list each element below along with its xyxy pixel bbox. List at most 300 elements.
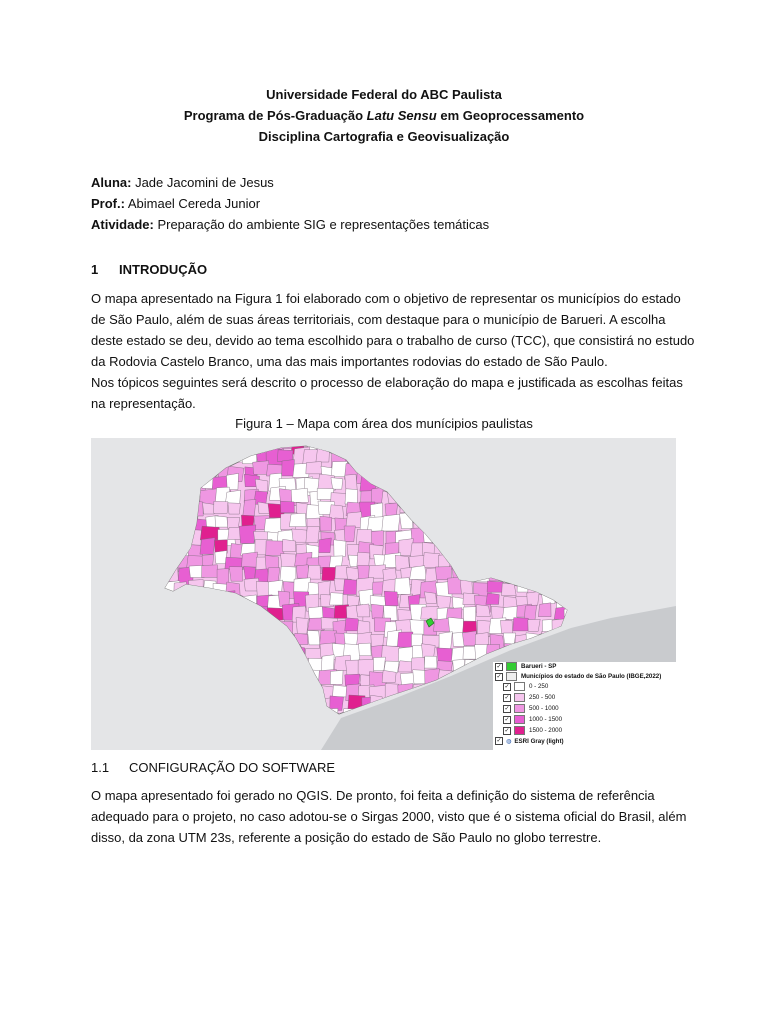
municipality-cell [475, 645, 489, 660]
municipality-cell [283, 539, 296, 551]
municipality-cell [205, 609, 217, 623]
municipality-cell [150, 644, 168, 656]
municipality-cell [293, 633, 308, 644]
municipality-cell [284, 660, 301, 674]
municipality-cell [252, 659, 268, 673]
municipality-cell [398, 452, 415, 464]
municipality-cell [243, 619, 257, 635]
legend-class: ✓ 0 - 250 [504, 683, 549, 691]
municipality-cell [306, 462, 323, 474]
municipality-cell [162, 488, 175, 501]
municipality-cell [528, 532, 540, 545]
municipality-cell [200, 464, 213, 476]
legend-class: ✓ 250 - 500 [504, 694, 556, 702]
municipality-cell [451, 438, 467, 453]
municipality-cell [178, 516, 193, 533]
thematic-map [91, 438, 676, 750]
municipality-cell [202, 453, 217, 465]
municipality-cell [178, 477, 191, 493]
municipality-cell [529, 474, 543, 487]
municipality-cell [513, 618, 528, 631]
municipality-cell [514, 453, 531, 469]
municipality-cell [152, 570, 168, 586]
layer-checkbox[interactable]: ✓ [496, 663, 502, 670]
municipality-cell [162, 461, 175, 476]
municipality-cell [513, 555, 529, 569]
legend-swatch [514, 693, 525, 702]
paragraph-line: O mapa apresentado na Figura 1 foi elaborado com o objetivo de representar os municípios do estado [91, 291, 681, 306]
municipality-cell [215, 682, 231, 697]
municipality-cell [294, 700, 311, 715]
municipality-cell [464, 505, 483, 519]
municipality-cell [191, 708, 206, 722]
software-paragraph [91, 785, 687, 848]
municipality-cell [269, 699, 282, 714]
municipality-cell [151, 581, 164, 595]
municipality-cell [410, 477, 423, 493]
municipality-cell [229, 659, 248, 675]
municipality-cell [569, 516, 581, 529]
municipality-cell [178, 490, 196, 504]
municipality-cell [566, 476, 584, 494]
municipality-cell [162, 452, 175, 467]
municipality-cell [215, 516, 228, 527]
municipality-cell [486, 517, 504, 528]
municipality-cell [242, 552, 258, 567]
municipality-cell [565, 504, 579, 517]
municipality-cell [180, 696, 195, 714]
municipality-cell [407, 486, 421, 501]
municipality-cell [296, 618, 308, 634]
municipality-cell [401, 487, 415, 500]
municipality-cell [531, 567, 545, 583]
municipality-cell [278, 683, 293, 697]
municipality-cell [498, 475, 512, 487]
layer-checkbox[interactable]: ✓ [496, 738, 502, 745]
legend-barueri: ✓ Barueri - SP [496, 663, 557, 671]
municipality-cell [228, 527, 241, 539]
municipality-cell [150, 699, 163, 714]
municipality-cell [305, 696, 323, 708]
municipality-cell [383, 463, 399, 478]
municipality-cell [188, 438, 205, 450]
municipality-cell [516, 465, 528, 482]
municipality-cell [436, 447, 452, 462]
municipality-cell [478, 501, 491, 518]
municipality-cell [252, 713, 265, 728]
municipality-cell [291, 709, 305, 725]
municipality-cell [240, 605, 257, 620]
municipality-cell [452, 474, 465, 488]
municipality-cell [176, 597, 195, 611]
municipality-cell [188, 635, 207, 651]
municipality-cell [421, 644, 435, 658]
municipality-cell [422, 500, 438, 512]
municipality-cell [278, 591, 289, 606]
municipality-cell [423, 553, 441, 568]
municipality-cell [564, 608, 579, 627]
municipality-cell [555, 502, 571, 516]
municipality-cell [258, 502, 269, 514]
section-heading-configuracao: 1.1 CONFIGURAÇÃO DO SOFTWARE [91, 760, 336, 775]
municipality-cell [557, 490, 575, 502]
municipality-cell [460, 438, 474, 454]
municipality-cell [502, 438, 517, 450]
municipality-cell [239, 438, 255, 453]
municipality-cell [187, 645, 203, 660]
paragraph-line: Nos tópicos seguintes será descrito o processo de elaboração do mapa e justificada as escolhas feitas [91, 375, 683, 390]
municipality-cell [330, 593, 343, 605]
municipality-cell [165, 603, 178, 622]
municipality-cell [530, 487, 545, 503]
municipality-cell [564, 581, 580, 593]
municipality-cell [269, 686, 283, 700]
municipality-cell [503, 450, 521, 465]
municipality-cell [205, 660, 218, 674]
municipality-cell [566, 545, 585, 558]
municipality-cell [387, 492, 399, 503]
municipality-cell [501, 558, 519, 571]
legend-class: ✓ 1000 - 1500 [504, 716, 563, 724]
municipality-cell [502, 606, 518, 619]
municipality-cell [385, 438, 401, 452]
municipality-cell [200, 643, 214, 658]
class-checkbox[interactable]: ✓ [504, 705, 510, 712]
municipality-cell [382, 670, 396, 682]
municipality-cell [472, 542, 487, 560]
municipality-cell [226, 619, 243, 636]
municipality-cell [150, 463, 164, 476]
municipality-cell [555, 438, 570, 453]
municipality-cell [215, 551, 227, 564]
municipality-cell [229, 595, 243, 607]
municipality-cell [400, 512, 413, 529]
municipality-cell [501, 569, 513, 582]
municipality-cell [289, 513, 306, 526]
municipality-cell [268, 568, 280, 583]
municipality-cell [424, 656, 437, 668]
class-checkbox[interactable]: ✓ [504, 683, 510, 690]
municipality-cell [330, 696, 344, 711]
municipality-cell [174, 709, 191, 723]
municipality-cell [434, 473, 452, 488]
municipality-cell [244, 566, 256, 580]
municipality-cell [165, 630, 179, 645]
municipality-cell [528, 619, 540, 631]
municipality-cell [538, 603, 551, 617]
municipality-cell [423, 528, 440, 542]
municipality-cell [177, 527, 192, 540]
municipality-cell [553, 452, 568, 468]
class-checkbox[interactable]: ✓ [504, 716, 510, 723]
municipality-cell [316, 447, 330, 462]
municipality-cell [256, 621, 272, 637]
municipality-cell [320, 708, 338, 723]
municipality-cell [161, 683, 176, 696]
municipality-cell [437, 490, 453, 503]
municipality-cell [307, 565, 320, 579]
municipality-cell [280, 621, 293, 635]
municipality-cell [486, 593, 499, 604]
municipality-cell [225, 582, 240, 597]
municipality-cell [510, 567, 526, 583]
municipality-cell [487, 530, 499, 545]
municipality-cell [540, 500, 557, 512]
municipality-cell [472, 438, 487, 449]
municipality-cell [230, 698, 247, 712]
municipality-cell [502, 465, 517, 482]
municipality-cell [227, 609, 240, 625]
municipality-cell [189, 595, 205, 609]
municipality-cell [449, 552, 467, 569]
municipality-cell [151, 477, 170, 494]
municipality-cell [213, 450, 227, 467]
intro-paragraph [91, 288, 695, 414]
municipality-cell [452, 500, 467, 514]
municipality-cell [148, 682, 164, 696]
municipality-cell [200, 441, 215, 454]
municipality-cell [538, 439, 555, 450]
municipality-cell [539, 557, 554, 570]
municipality-cell [163, 674, 181, 690]
document-metadata [91, 172, 489, 235]
municipality-cell [513, 438, 528, 451]
municipality-cell [331, 438, 344, 447]
municipality-cell [371, 438, 384, 453]
layer-checkbox[interactable]: ✓ [496, 673, 502, 680]
municipality-cell [177, 659, 195, 673]
municipality-cell [462, 488, 477, 505]
municipality-cell [439, 632, 452, 650]
municipality-cell [411, 634, 422, 647]
municipality-cell [541, 526, 556, 544]
municipality-cell [356, 604, 370, 617]
municipality-cell [177, 643, 194, 661]
municipality-cell [542, 570, 559, 583]
municipality-cell [161, 646, 177, 658]
municipality-cell [148, 708, 166, 724]
municipality-cell [459, 544, 475, 556]
municipality-cell [215, 647, 231, 664]
municipality-cell [344, 526, 355, 542]
municipality-cell [229, 630, 243, 646]
professor-line: Prof.: Abimael Cereda Junior [91, 196, 261, 211]
municipality-cell [528, 513, 545, 526]
municipality-cell [149, 607, 166, 622]
paragraph-line: O mapa apresentado foi gerado no QGIS. De pronto, foi feita a definição do sistema de referência [91, 788, 655, 803]
municipality-cell [306, 527, 320, 543]
municipality-cell [173, 504, 188, 519]
municipality-cell [396, 476, 412, 489]
municipality-cell [488, 541, 503, 553]
municipality-cell [360, 438, 373, 447]
municipality-cell [386, 475, 402, 490]
municipality-cell [206, 617, 219, 634]
municipality-cell [254, 699, 267, 716]
class-checkbox[interactable]: ✓ [504, 694, 510, 701]
municipality-cell [527, 461, 540, 479]
municipality-cell [420, 452, 437, 467]
municipality-cell [513, 503, 530, 514]
municipality-cell [215, 657, 231, 673]
municipality-cell [438, 529, 453, 547]
municipality-cell [463, 527, 478, 540]
municipality-cell [424, 441, 441, 455]
municipality-cell [345, 474, 357, 490]
municipality-cell [465, 513, 479, 529]
municipality-cell [179, 608, 193, 619]
municipality-cell [501, 488, 514, 502]
municipality-cell [151, 488, 169, 499]
municipality-cell [277, 450, 293, 462]
municipality-cell [368, 450, 386, 462]
municipality-cell [502, 583, 517, 596]
municipality-cell [229, 438, 245, 453]
municipality-cell [228, 670, 242, 686]
municipality-cell [264, 518, 282, 534]
municipality-cell [473, 530, 490, 543]
legend-class: ✓ 500 - 1000 [504, 705, 559, 713]
municipality-cell [556, 474, 572, 488]
municipality-cell [450, 461, 467, 474]
municipality-cell [500, 620, 512, 633]
municipality-cell [242, 450, 256, 464]
municipality-cell [214, 501, 228, 513]
legend-swatch [514, 715, 525, 724]
municipality-cell [292, 673, 308, 690]
municipality-cell [192, 467, 206, 481]
municipality-cell [540, 512, 557, 526]
municipality-cell [150, 450, 164, 462]
municipality-cell [306, 687, 321, 700]
municipality-cell [319, 538, 332, 553]
municipality-cell [409, 450, 426, 465]
municipality-cell [384, 450, 398, 464]
municipality-cell [178, 438, 193, 450]
municipality-cell [188, 687, 200, 705]
municipality-cell [151, 660, 168, 672]
municipality-cell [322, 607, 335, 618]
municipality-cell [213, 607, 233, 620]
municipality-cell [201, 590, 218, 605]
municipality-cell [202, 668, 220, 687]
legend-swatch [514, 682, 525, 691]
municipality-cell [411, 438, 423, 454]
municipality-cell [557, 581, 571, 597]
municipality-cell [528, 449, 545, 463]
discipline-name: Disciplina Cartografia e Geovisualização [258, 129, 510, 144]
municipality-cell [397, 632, 413, 647]
municipality-cell [148, 554, 164, 566]
municipality-cell [502, 544, 520, 560]
municipality-cell [462, 556, 477, 571]
municipality-cell [461, 478, 477, 493]
municipality-cell [527, 438, 544, 450]
municipality-cell [330, 670, 343, 684]
municipality-cell [524, 539, 543, 554]
municipality-cell [241, 656, 258, 668]
municipality-cell [396, 438, 407, 452]
municipality-cell [448, 489, 465, 506]
legend-swatch [514, 726, 525, 735]
legend-class: ✓ 1500 - 2000 [504, 727, 563, 735]
municipality-cell [541, 475, 556, 491]
municipality-cell [200, 538, 215, 555]
program-name: Programa de Pós-Graduação Latu Sensu em Geoprocessamento [183, 108, 585, 123]
municipality-cell [400, 500, 415, 512]
section-heading-introducao: 1 INTRODUÇÃO [91, 262, 208, 277]
municipality-cell [343, 579, 357, 594]
municipality-cell [190, 658, 206, 671]
municipality-cell [554, 607, 569, 621]
municipality-cell [266, 710, 279, 727]
class-checkbox[interactable]: ✓ [504, 727, 510, 734]
municipality-cell [164, 697, 179, 709]
municipality-cell [201, 684, 212, 696]
municipality-cell [462, 631, 477, 646]
map-legend [493, 662, 676, 750]
municipality-cell [477, 553, 490, 570]
municipality-cell [514, 489, 530, 502]
municipality-cell [512, 539, 527, 555]
municipality-cell [269, 633, 286, 648]
municipality-cell [180, 673, 193, 686]
municipality-cell [344, 633, 359, 645]
municipality-cell [291, 488, 308, 502]
municipality-cell [515, 517, 529, 529]
municipality-cell [371, 604, 383, 619]
document-header [0, 84, 768, 147]
municipality-cell [244, 632, 257, 644]
municipality-cell [202, 697, 221, 711]
municipality-cell [334, 540, 346, 557]
municipality-cell [556, 552, 573, 569]
municipality-cell [241, 698, 259, 710]
municipality-cell [280, 566, 296, 582]
municipality-cell [448, 529, 463, 546]
municipality-cell [569, 553, 583, 566]
municipality-cell [478, 516, 491, 530]
municipality-cell [190, 700, 208, 715]
municipality-cell [204, 712, 217, 727]
municipality-cell [243, 499, 256, 516]
municipality-cell [345, 438, 359, 449]
municipality-cell [566, 490, 581, 502]
municipality-cell [239, 525, 256, 544]
municipality-cell [450, 541, 468, 556]
paragraph-line: disso, da zona UTM 23s, referente a posição do estado de São Paulo no globo terrestre. [91, 830, 602, 845]
municipality-cell [544, 578, 558, 594]
municipality-cell [230, 708, 246, 724]
municipality-cell [384, 591, 398, 606]
municipality-cell [448, 617, 463, 634]
municipality-cell [540, 487, 557, 501]
municipality-cell [452, 518, 465, 531]
activity-line: Atividade: Preparação do ambiente SIG e representações temáticas [91, 217, 490, 232]
municipality-cell [202, 565, 219, 578]
municipality-cell [371, 487, 383, 503]
municipality-cell [489, 461, 502, 474]
municipality-cell [244, 712, 260, 728]
municipality-cell [437, 467, 450, 483]
municipality-cell [307, 631, 319, 645]
municipality-cell [165, 479, 180, 495]
municipality-cell [474, 489, 490, 506]
municipality-cell [491, 491, 508, 503]
municipality-cell [435, 567, 451, 580]
municipality-cell [280, 633, 292, 649]
municipality-cell [266, 541, 284, 556]
